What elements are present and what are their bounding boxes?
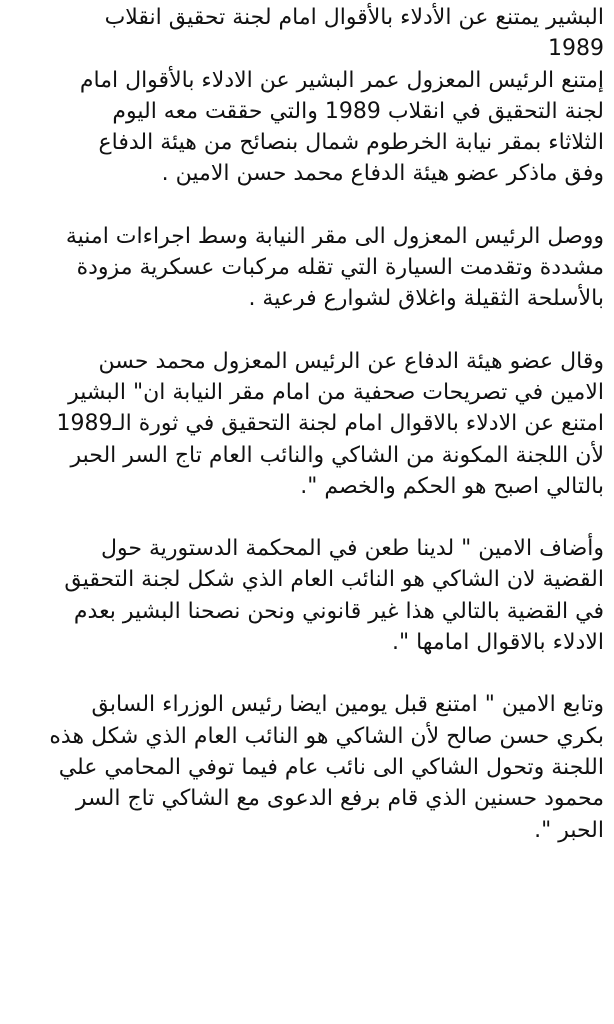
paragraph-line: محمود حسنين الذي قام برفع الدعوى مع الشاكي تاج السر bbox=[75, 786, 604, 812]
paragraph-line: وفق ماذكر عضو هيئة الدفاع محمد حسن الامين . bbox=[161, 161, 604, 187]
paragraph-line: في القضية بالتالي هذا غير قانوني ونحن نصحنا البشير بعدم bbox=[73, 598, 604, 624]
paragraph-line: لجنة التحقيق في انقلاب 1989 والتي حققت معه اليوم bbox=[112, 98, 604, 124]
paragraph-line: وأضاف الامين " لدينا طعن في المحكمة الدستورية حول bbox=[101, 536, 604, 562]
paragraph-gap bbox=[14, 658, 604, 689]
paragraph-line: وقال عضو هيئة الدفاع عن الرئيس المعزول محمد حسن bbox=[98, 348, 604, 374]
headline-line: 1989 bbox=[548, 36, 604, 62]
paragraph-1 bbox=[14, 65, 604, 190]
paragraph-2 bbox=[14, 221, 604, 315]
paragraph-4 bbox=[14, 533, 604, 658]
paragraph-3 bbox=[14, 346, 604, 502]
paragraph-line: امتنع عن الادلاء بالاقوال امام لجنة التحقيق في ثورة الـ1989 bbox=[56, 411, 604, 437]
paragraph-line: مشددة وتقدمت السيارة التي تقله مركبات عسكرية مزودة bbox=[76, 255, 604, 281]
paragraph-5 bbox=[14, 689, 604, 845]
paragraph-line: الادلاء بالاقوال امامها ". bbox=[391, 630, 604, 656]
article-headline bbox=[14, 2, 604, 65]
headline-line: البشير يمتنع عن الأدلاء بالأقوال امام لجنة تحقيق انقلاب bbox=[104, 5, 604, 30]
article-body bbox=[14, 2, 604, 846]
paragraph-line: اللجنة وتحول الشاكي الى نائب عام فيما توفي المحامي علي bbox=[58, 754, 604, 780]
paragraph-line: ووصل الرئيس المعزول الى مقر النيابة وسط اجراءات امنية bbox=[65, 223, 604, 249]
paragraph-line: إمتنع الرئيس المعزول عمر البشير عن الادلاء بالأقوال امام bbox=[79, 67, 604, 93]
paragraph-line: لأن اللجنة المكونة من الشاكي والنائب العام تاج السر الحبر bbox=[70, 442, 604, 468]
paragraph-line: الامين في تصريحات صحفية من امام مقر النيابة ان" البشير bbox=[68, 379, 604, 405]
paragraph-gap bbox=[14, 502, 604, 533]
paragraph-line: القضية لان الشاكي هو النائب العام الذي شكل لجنة التحقيق bbox=[64, 567, 604, 593]
paragraph-line: وتابع الامين " امتنع قبل يومين ايضا رئيس الوزراء السابق bbox=[91, 692, 604, 718]
paragraph-line: بكري حسن صالح لأن الشاكي هو النائب العام الذي شكل هذه bbox=[49, 723, 604, 749]
paragraph-line: بالتالي اصبح هو الحكم والخصم ". bbox=[300, 473, 604, 499]
paragraph-line: الحبر ". bbox=[534, 817, 604, 843]
paragraph-line: بالأسلحة الثقيلة واغلاق لشوارع فرعية . bbox=[248, 286, 604, 312]
paragraph-line: الثلاثاء بمقر نيابة الخرطوم شمال بنصائح من هيئة الدفاع bbox=[98, 130, 604, 156]
paragraph-gap bbox=[14, 315, 604, 346]
paragraph-gap bbox=[14, 190, 604, 221]
